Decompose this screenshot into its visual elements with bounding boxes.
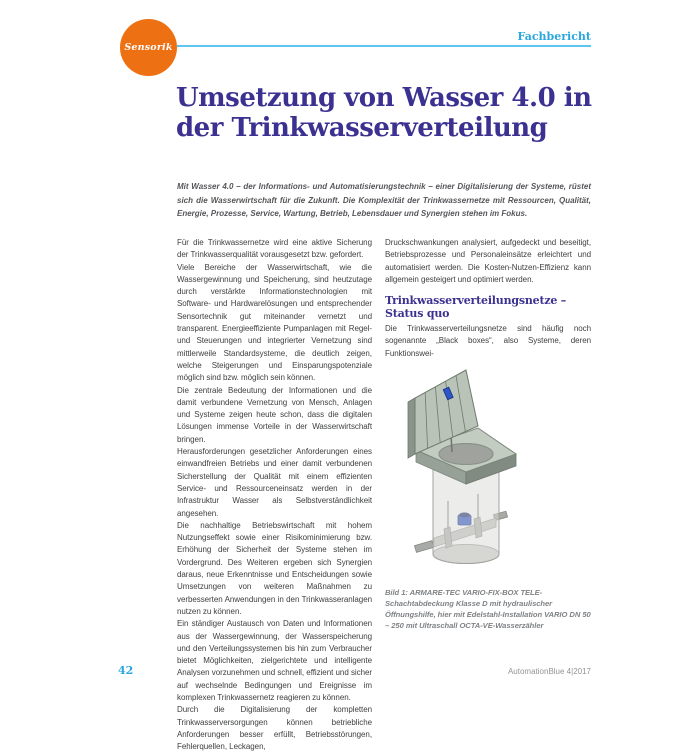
paragraph: Viele Bereiche der Wasserwirtschaft, wie die Wassergewinnung und Speicherung, sind heutzutage durch verstärkte Informationstechnologien mit Software- und Hardwarelösungen und entsprechender Sensortechnik gut miteinander vernetzt und transparent. Energieeffiziente Pumpanlagen mit Regel- und Steuerungen und integrierter Vernetzung sind mittlerweile Standardsysteme, die deutlich zeigen, welche Steigerungen und Einsparungspotenziale möglich sind bzw. möglich sein können. xyxy=(177,262,372,383)
paragraph: Für die Trinkwassernetze wird eine aktive Sicherung der Trinkwasserqualität vorausgesetzt bzw. gefordert. xyxy=(177,238,372,260)
category-badge xyxy=(120,19,177,76)
journal-name: AutomationBlue 4|2017 xyxy=(507,667,591,676)
category-badge-label: Sensorik xyxy=(124,42,173,53)
article-title-line1: Umsetzung von Wasser 4.0 in xyxy=(176,83,592,113)
article-intro: Mit Wasser 4.0 – der Informations- und Automatisierungstechnik – einer Digitalisierung der Systeme, rüstet sich die Wasserwirtschaft für die Zukunft. Die Komplexität der Trinkwassernetze mit Ressourcen, Qualität, Energie, Prozesse, Service, Wartung, Betrieb, Lebensdauer und Synergien stehen im Fokus. xyxy=(177,182,591,218)
paragraph: Herausforderungen gesetzlicher Anforderungen eines einwandfreien Betriebs und einer damit verbundenen Sicherstellung der Qualität mit einem effizienten Service- und Ressourceneinsatz werden in der Infrastruktur Wasser als Selbstverständlichkeit angesehen. xyxy=(177,447,372,518)
article-title-line2: der Trinkwasserverteilung xyxy=(176,113,548,143)
section-heading: Trinkwasserverteilungsnetze – Status quo xyxy=(385,294,567,320)
paragraph: Die zentrale Bedeutung der Informationen und die damit verbundene Vernetzung von Mensch, Anlagen und Systeme zeigen heute schon, dass die digitalen Lösungen immense Vorteile in der Wasserwirtschaft bringen. xyxy=(177,385,372,444)
article-title xyxy=(176,83,606,143)
figure-caption: Bild 1: ARMARE-TEC VARIO-FIX-BOX TELE-Schachtabdeckung Klasse D mit hydraulischer Öffnungshilfe, hier mit Edelstahl-Installation VARIO DN 50 – 250 mit Ultraschall OCTA-VE-Wasserzähler xyxy=(385,588,591,631)
paragraph: Druckschwankungen analysiert, aufgedeckt und beseitigt, Betriebsprozesse und Personaleinsätze erleichtert und automatisiert werden. Die Kosten-Nutzen-Effizienz kann allgemein gesteigert und optimiert werden. xyxy=(385,238,591,284)
paragraph: Ein ständiger Austausch von Daten und Informationen aus der Wassergewinnung, der Wasserspeicherung und den Verteilungssystemen bis hin zum Verbraucher bietet Möglichkeiten, zielgerichtete und intelligente Analysen vorzunehmen und schnell, effizient und sicher auf wechselnde Bedingungen und Ereignisse im komplexen Trinkwassernetz reagieren zu können. xyxy=(177,619,372,702)
paragraph: Die nachhaltige Betriebswirtschaft mit hohem Nutzungseffekt sowie einer Risikominimierung bzw. Erhöhung der Sicherheit der Systeme stehen im Vordergrund. Des Weiteren ergeben sich Synergien daraus, neue Erkenntnisse und Entscheidungen sowie Umsetzungen von weiteren Maßnahmen zu verbesserten Anwendungen in den Trinkwasseranlagen nutzen zu können. xyxy=(177,520,372,616)
cad-shaft-cover-illustration xyxy=(388,366,588,581)
header-rule xyxy=(177,45,591,47)
paragraph: Die Trinkwasserverteilungsnetze sind häufig noch sogenannte „Black boxes“, also Systeme, deren Funktionswei- xyxy=(385,324,591,358)
figure-1 xyxy=(385,366,591,631)
header-label: Fachbericht xyxy=(517,30,591,43)
paragraph: Durch die Digitalisierung der kompletten Trinkwasserversorgungen können betriebliche Anforderungen besser erfüllt, Betriebsstörungen, Fehlerquellen, Leckagen, xyxy=(177,705,372,752)
page-number: 42 xyxy=(118,664,134,677)
